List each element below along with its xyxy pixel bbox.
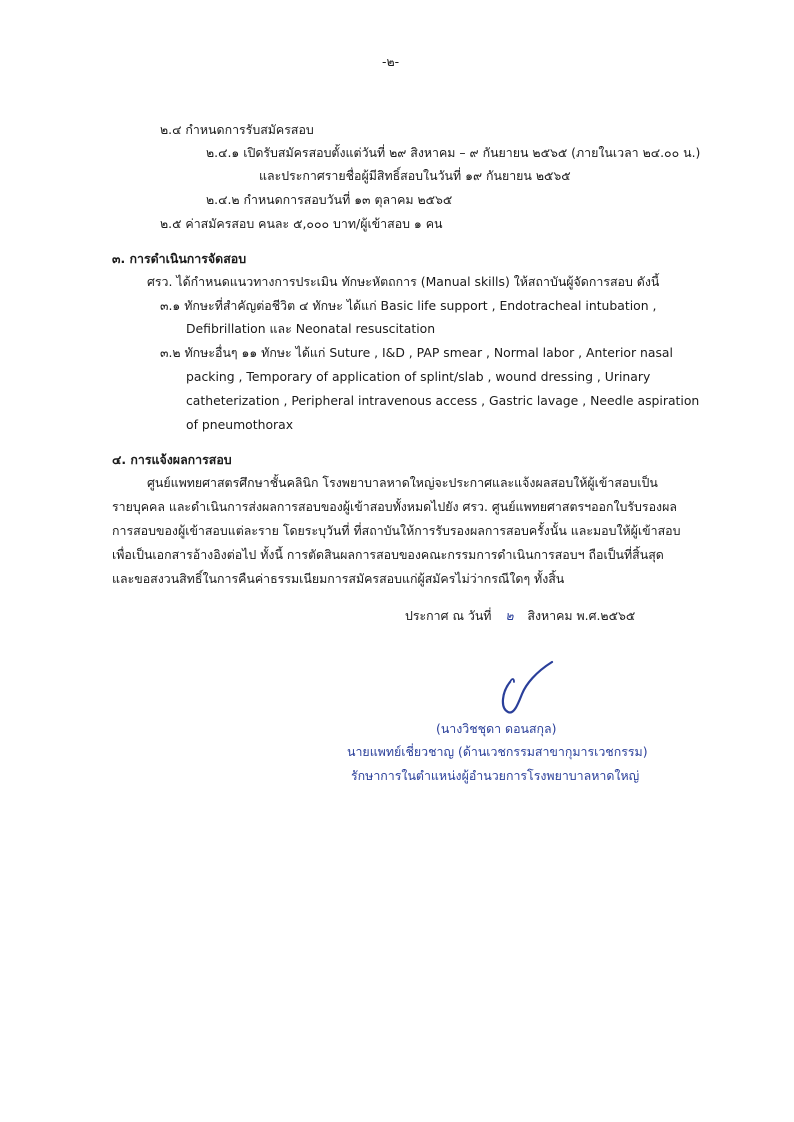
section-3-intro: ศรว. ได้กำหนดแนวทางการประเมิน ทักษะหัตถการ (Manual skills) ให้สถาบันผู้จัดการสอบ ดังนี้ bbox=[147, 274, 660, 289]
announcement-prefix: ประกาศ ณ วันที่ bbox=[405, 608, 492, 623]
section-2-4-1-line-1: ๒.๔.๑ เปิดรับสมัครสอบตั้งแต่วันที่ ๒๙ สิงหาคม – ๙ กันยายน ๒๕๖๕ (ภายในเวลา ๒๔.๐๐ น.) bbox=[206, 145, 701, 160]
announcement-month-year: สิงหาคม พ.ศ.๒๕๖๕ bbox=[527, 608, 636, 623]
handwritten-signature bbox=[492, 660, 562, 720]
section-2-4-heading: ๒.๔ กำหนดการรับสมัครสอบ bbox=[160, 122, 314, 137]
section-4-line-5: และขอสงวนสิทธิ์ในการคืนค่าธรรมเนียมการสมัครสอบแก่ผู้สมัครไม่ว่ากรณีใดๆ ทั้งสิ้น bbox=[112, 571, 565, 586]
section-3-2-line-2: packing , Temporary of application of splint/slab , wound dressing , Urinary bbox=[186, 369, 651, 384]
page-number: -๒- bbox=[382, 54, 400, 69]
section-4-heading: ๔. การแจ้งผลการสอบ bbox=[112, 452, 232, 467]
section-2-5: ๒.๕ ค่าสมัครสอบ คนละ ๕,๐๐๐ บาท/ผู้เข้าสอบ ๑ คน bbox=[160, 216, 443, 231]
signatory-position: นายแพทย์เชี่ยวชาญ (ด้านเวชกรรมสาขากุมารเวชกรรม) bbox=[347, 744, 648, 759]
section-3-2-line-1: ๓.๒ ทักษะอื่นๆ ๑๑ ทักษะ ได้แก่ Suture , I&D , PAP smear , Normal labor , Anterior nasal bbox=[160, 345, 673, 360]
section-3-1-line-1: ๓.๑ ทักษะที่สำคัญต่อชีวิต ๔ ทักษะ ได้แก่ Basic life support , Endotracheal intubation , bbox=[160, 298, 657, 313]
section-2-4-2: ๒.๔.๒ กำหนดการสอบวันที่ ๑๓ ตุลาคม ๒๕๖๕ bbox=[206, 192, 453, 207]
signatory-acting-role: รักษาการในตำแหน่งผู้อำนวยการโรงพยาบาลหาดใหญ่ bbox=[351, 768, 640, 783]
section-3-2-line-3: catheterization , Peripheral intravenous access , Gastric lavage , Needle aspiration bbox=[186, 393, 700, 408]
signatory-name: (นางวิชชุดา ดอนสกุล) bbox=[436, 721, 557, 736]
section-4-line-3: การสอบของผู้เข้าสอบแต่ละราย โดยระบุวันที่ ที่สถาบันให้การรับรองผลการสอบครั้งนั้น และมอบให้ผู้เข้าสอบ bbox=[112, 523, 681, 538]
section-3-2-line-4: of pneumothorax bbox=[186, 417, 294, 432]
section-4-line-2: รายบุคคล และดำเนินการส่งผลการสอบของผู้เข้าสอบทั้งหมดไปยัง ศรว. ศูนย์แพทยศาสตรฯออกใบรับรองผล bbox=[112, 499, 677, 514]
section-4-line-1: ศูนย์แพทยศาสตรศึกษาชั้นคลินิก โรงพยาบาลหาดใหญ่จะประกาศและแจ้งผลสอบให้ผู้เข้าสอบเป็น bbox=[147, 475, 658, 490]
announcement-date bbox=[405, 608, 635, 624]
announcement-day: ๒ bbox=[505, 608, 514, 623]
section-4-line-4: เพื่อเป็นเอกสารอ้างอิงต่อไป ทั้งนี้ การตัดสินผลการสอบของคณะกรรมการดำเนินการสอบฯ ถือเป็นที่สิ้นสุด bbox=[112, 547, 664, 562]
section-3-heading: ๓. การดำเนินการจัดสอบ bbox=[112, 251, 247, 266]
section-3-1-line-2: Defibrillation และ Neonatal resuscitation bbox=[186, 321, 436, 336]
section-2-4-1-line-2: และประกาศรายชื่อผู้มีสิทธิ์สอบในวันที่ ๑๙ กันยายน ๒๕๖๕ bbox=[259, 168, 571, 183]
